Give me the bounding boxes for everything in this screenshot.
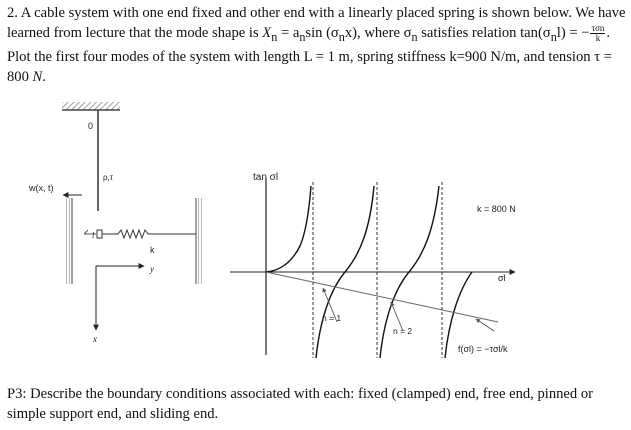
wxt-label: w(x, t) xyxy=(29,183,54,193)
mode-subscript: n xyxy=(271,29,278,44)
tan-relation-start: satisfies relation tan(σ xyxy=(421,25,551,41)
sigma-l-label: σl xyxy=(498,273,506,283)
n2-label: n = 2 xyxy=(393,326,413,336)
mode-eq: = a xyxy=(277,25,300,41)
where-subscript: n xyxy=(411,29,418,44)
mode-shape-symbol: X xyxy=(262,25,272,41)
line-f-sigma xyxy=(266,272,498,322)
cable-system-diagram xyxy=(28,102,202,344)
question-3-text: P3: Describe the boundary conditions associated with each: fixed (clamped) end, free end, pinned or simple support end, and sliding end. xyxy=(7,386,593,422)
question-3 xyxy=(7,384,627,424)
x-label: x xyxy=(93,334,97,344)
n1-label: n = 1 xyxy=(322,313,342,323)
f-label: f(σl) = −τσl/k xyxy=(458,344,508,354)
fraction-numerator: τσn xyxy=(591,23,605,34)
y-label: y xyxy=(150,264,154,274)
l-label: l xyxy=(92,231,95,240)
mode-sin: sin (σ xyxy=(305,25,339,41)
problem-end: . xyxy=(42,68,46,85)
right-wall xyxy=(196,198,202,284)
tan-close: l) = − xyxy=(556,25,590,41)
fraction-denominator: k xyxy=(595,33,601,44)
tan-plot xyxy=(230,172,516,358)
k-label: k xyxy=(150,245,155,255)
mass-block xyxy=(97,230,102,238)
plot-text: . Plot the first four modes of the system with length L = 1 m, spring stiffness k=900 N/m, and tension τ = 800 xyxy=(7,25,612,85)
unit-n: N xyxy=(32,68,43,85)
spring xyxy=(102,230,196,238)
problem-lead: 2. A cable system with one end fixed and other end with a linearly placed spring is shown below. We have learned from lecture that the mode shape is xyxy=(7,5,626,41)
tan-subscript: n xyxy=(550,29,557,44)
ceiling-support xyxy=(62,102,120,110)
tan-axis-label: tan σl xyxy=(253,172,279,183)
mode-eq-subscript: n xyxy=(299,29,306,44)
tan-branch-0 xyxy=(266,186,311,272)
rho-tau-label: ρ,τ xyxy=(103,173,113,182)
mode-sin-subscript: n xyxy=(338,29,345,44)
k-value-label: k = 800 N xyxy=(477,204,516,214)
left-wall xyxy=(66,198,72,284)
mode-close: x), where σ xyxy=(344,25,412,41)
zero-label: 0 xyxy=(88,121,94,131)
